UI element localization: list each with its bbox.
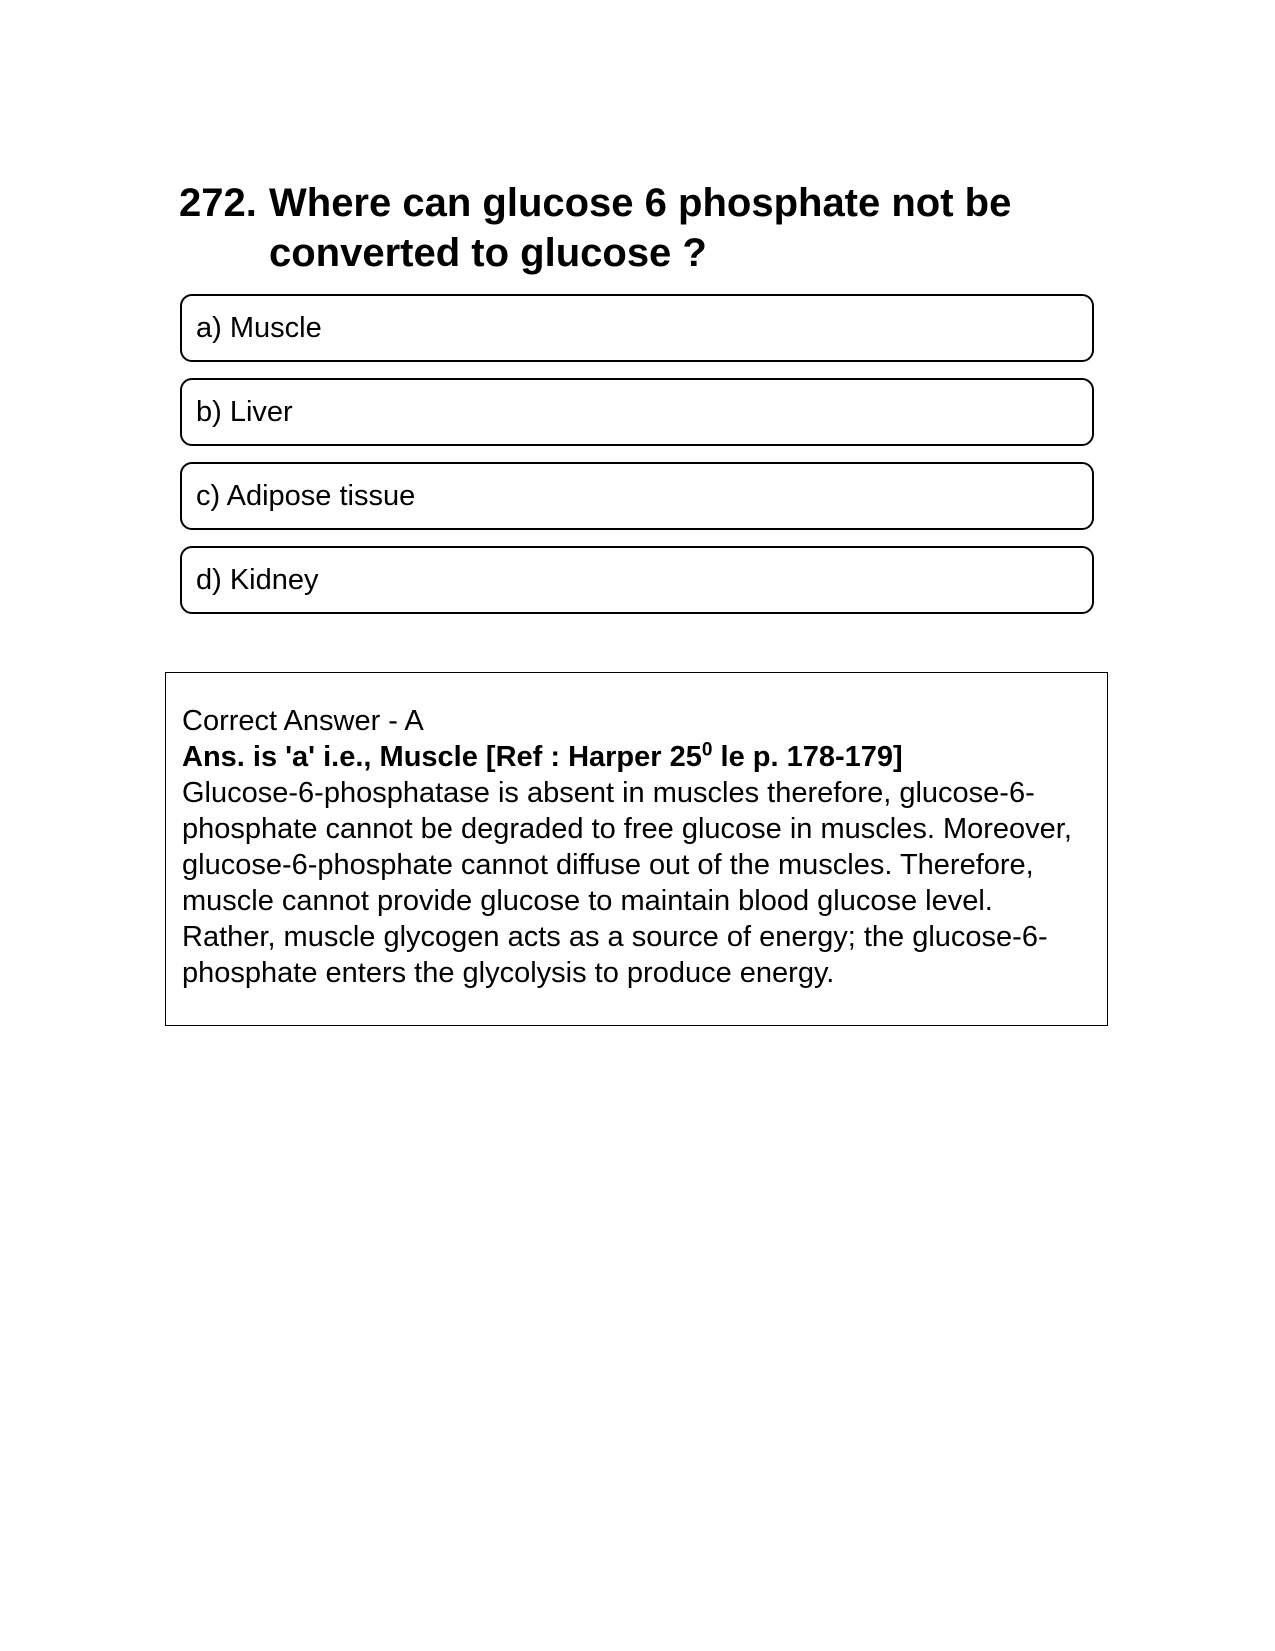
answer-reference (182, 739, 1091, 775)
answer-box (165, 672, 1108, 1026)
answer-reference-prefix: Ans. is 'a' i.e., Muscle [Ref : Harper 25 (182, 741, 702, 773)
question-number: 272. (179, 181, 257, 225)
answer-explanation: Glucose-6-phosphatase is absent in muscles therefore, glucose-6-phosphate cannot be degraded to free glucose in muscles. Moreover, glucose-6-phosphate cannot diffuse out of the muscles. Therefore, muscle cannot provide glucose to maintain blood glucose level. Rather, muscle glycogen acts as a source of energy; the glucose-6-phosphate enters the glycolysis to produce energy. (182, 777, 1072, 989)
options-list (180, 294, 1094, 630)
question-heading (179, 178, 1079, 278)
question-text: Where can glucose 6 phosphate not be converted to glucose ? (269, 181, 1012, 275)
correct-answer: Correct Answer - A (182, 705, 424, 737)
option-a[interactable]: a) Muscle (180, 294, 1094, 362)
answer-reference-suffix: le p. 178-179] (712, 741, 903, 773)
option-c[interactable]: c) Adipose tissue (180, 462, 1094, 530)
option-b[interactable]: b) Liver (180, 378, 1094, 446)
option-d[interactable]: d) Kidney (180, 546, 1094, 614)
answer-reference-superscript: 0 (701, 739, 713, 761)
